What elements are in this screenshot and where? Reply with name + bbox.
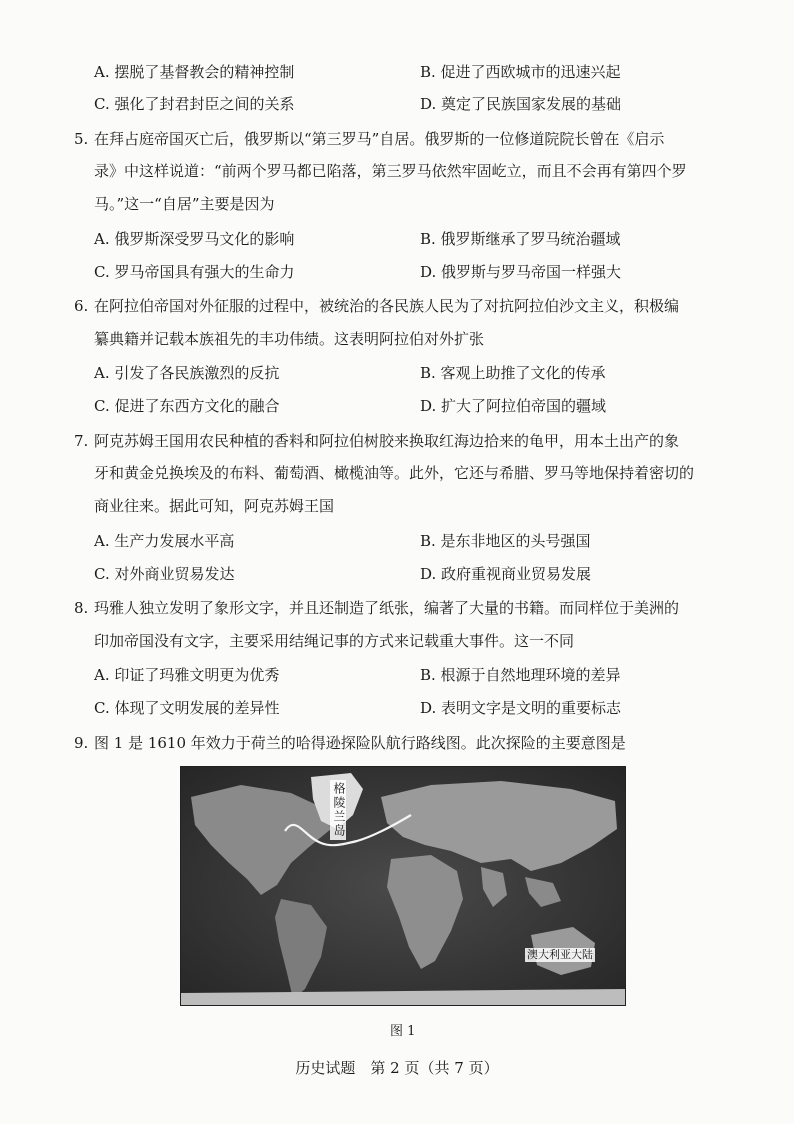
q5-option-b[interactable]: B. 俄罗斯继承了罗马统治疆域 — [420, 230, 621, 248]
greenland-label: 格陵兰岛 — [332, 782, 346, 838]
q6-number: 6. — [74, 297, 89, 315]
q7-option-b[interactable]: B. 是东非地区的头号强国 — [420, 532, 591, 550]
q5-stem-line-1: 在拜占庭帝国灭亡后，俄罗斯以“第三罗马”自居。俄罗斯的一位修道院院长曾在《启示 — [94, 130, 665, 148]
q8-option-d[interactable]: D. 表明文字是文明的重要标志 — [420, 699, 622, 717]
q5-number: 5. — [74, 130, 89, 148]
q5-option-d[interactable]: D. 俄罗斯与罗马帝国一样强大 — [420, 263, 622, 281]
q7-stem-line-3: 商业往来。据此可知，阿克苏姆王国 — [94, 497, 335, 515]
q6-stem-line-2: 纂典籍并记载本族祖先的丰功伟绩。这表明阿拉伯对外扩张 — [94, 330, 485, 348]
q4-option-c[interactable]: C. 强化了封君封臣之间的关系 — [94, 95, 295, 113]
hudson-route-map — [180, 766, 626, 1006]
q8-stem-line-1: 玛雅人独立发明了象形文字，并且还制造了纸张，编著了大量的书籍。而同样位于美洲的 — [94, 599, 680, 617]
q9-stem-line-1: 图 1 是 1610 年效力于荷兰的哈得逊探险队航行路线图。此次探险的主要意图是 — [94, 734, 626, 752]
q8-option-b[interactable]: B. 根源于自然地理环境的差异 — [420, 666, 621, 684]
q6-option-b[interactable]: B. 客观上助推了文化的传承 — [420, 364, 606, 382]
page-footer: 历史试题 第 2 页（共 7 页） — [295, 1059, 499, 1077]
q4-option-b[interactable]: B. 促进了西欧城市的迅速兴起 — [420, 63, 621, 81]
q7-option-d[interactable]: D. 政府重视商业贸易发展 — [420, 565, 592, 583]
q6-stem-line-1: 在阿拉伯帝国对外征服的过程中，被统治的各民族人民为了对抗阿拉伯沙文主义，积极编 — [94, 297, 680, 315]
q4-option-d[interactable]: D. 奠定了民族国家发展的基础 — [420, 95, 622, 113]
q7-stem-line-2: 牙和黄金兑换埃及的布料、葡萄酒、橄榄油等。此外，它还与希腊、罗马等地保持着密切的 — [94, 464, 695, 482]
q6-option-d[interactable]: D. 扩大了阿拉伯帝国的疆域 — [420, 397, 607, 415]
q7-option-c[interactable]: C. 对外商业贸易发达 — [94, 565, 235, 583]
australia-label: 澳大利亚大陆 — [527, 948, 593, 961]
q6-option-a[interactable]: A. 引发了各民族激烈的反抗 — [94, 364, 280, 382]
q8-option-c[interactable]: C. 体现了文明发展的差异性 — [94, 699, 280, 717]
q9-number: 9. — [74, 734, 89, 752]
figure-caption: 图 1 — [390, 1024, 416, 1039]
q5-stem-line-3: 马。”这一“自居”主要是因为 — [94, 195, 275, 213]
q8-stem-line-2: 印加帝国没有文字，主要采用结绳记事的方式来记载重大事件。这一不同 — [94, 632, 575, 650]
q5-option-c[interactable]: C. 罗马帝国具有强大的生命力 — [94, 263, 295, 281]
q7-option-a[interactable]: A. 生产力发展水平高 — [94, 532, 235, 550]
q4-option-a[interactable]: A. 摆脱了基督教会的精神控制 — [94, 63, 295, 81]
q8-option-a[interactable]: A. 印证了玛雅文明更为优秀 — [94, 666, 280, 684]
q5-stem-line-2: 录》中这样说道：“前两个罗马都已陷落，第三罗马依然牢固屹立，而且不会再有第四个罗 — [94, 162, 687, 180]
world-map-illustration — [181, 767, 625, 1005]
q5-option-a[interactable]: A. 俄罗斯深受罗马文化的影响 — [94, 230, 295, 248]
q8-number: 8. — [74, 599, 89, 617]
q6-option-c[interactable]: C. 促进了东西方文化的融合 — [94, 397, 280, 415]
q7-number: 7. — [74, 432, 89, 450]
q7-stem-line-1: 阿克苏姆王国用农民种植的香料和阿拉伯树胶来换取红海边拾来的龟甲，用本土出产的象 — [94, 432, 680, 450]
